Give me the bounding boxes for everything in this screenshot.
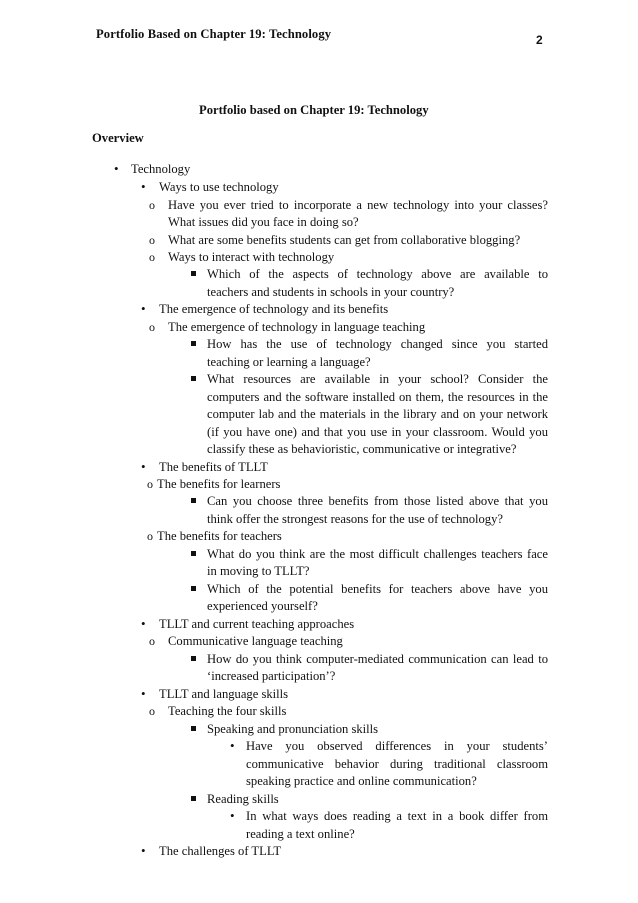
list-item-emergence-lt: The emergence of technology in language teaching [168, 320, 426, 334]
question-cmc: How do you think computer-mediated communication can lead to [207, 652, 548, 666]
list-item-interact: Ways to interact with technology [168, 250, 335, 264]
circle-marker: o [149, 320, 155, 334]
list-item-benefits-teachers: The benefits for teachers [157, 529, 282, 543]
question-three-cont: think offer the strongest reasons for the use of technology? [207, 512, 503, 526]
bullet-marker: • [141, 616, 146, 631]
question-observed: Have you observed differences in your students’ [246, 739, 548, 753]
question-changed-cont: teaching or learning a language? [207, 355, 371, 369]
bullet-marker: • [141, 686, 146, 701]
square-marker [191, 341, 196, 346]
bullet-marker: • [141, 301, 146, 316]
question-resources-5: classify these as behavioristic, communicative or integrative? [207, 442, 517, 456]
question-tried: Have you ever tried to incorporate a new technology into your classes? [168, 198, 548, 212]
list-item-tllt-skills: TLLT and language skills [159, 687, 289, 701]
question-tried-cont: What issues did you face in doing so? [168, 215, 359, 229]
square-marker [191, 376, 196, 381]
list-item-emergence: The emergence of technology and its benefits [159, 302, 389, 316]
circle-marker: o [149, 233, 155, 247]
question-resources-4: (if you have one) and that you use in your classroom. Would you [207, 425, 548, 439]
circle-marker: o [149, 198, 155, 212]
square-marker [191, 586, 196, 591]
question-potential-cont: experienced yourself? [207, 599, 318, 613]
list-item-ways: Ways to use technology [159, 180, 279, 194]
square-marker [191, 726, 196, 731]
bullet-marker: • [141, 179, 146, 194]
list-item-challenges: The challenges of TLLT [159, 844, 282, 858]
circle-marker: o [149, 250, 155, 264]
question-reading: In what ways does reading a text in a book differ from [246, 809, 548, 823]
question-aspects-cont: teachers and students in schools in your country? [207, 285, 455, 299]
page-number: 2 [536, 33, 543, 47]
list-item-technology: Technology [131, 162, 191, 176]
circle-marker: o [147, 477, 153, 491]
list-item-reading: Reading skills [207, 792, 279, 806]
section-heading: Overview [92, 131, 144, 145]
question-reading-cont: reading a text online? [246, 827, 355, 841]
bullet-marker: • [141, 459, 146, 474]
circle-marker: o [149, 704, 155, 718]
square-marker [191, 498, 196, 503]
question-resources: What resources are available in your school? Consider the [207, 372, 548, 386]
list-item-tllt-current: TLLT and current teaching approaches [159, 617, 355, 631]
list-item-benefits-learners: The benefits for learners [157, 477, 281, 491]
question-resources-2: computers and the software installed on them, the resources in the [207, 390, 548, 404]
list-item-communicative: Communicative language teaching [168, 634, 343, 648]
question-benefits: What are some benefits students can get from collaborative blogging? [168, 233, 521, 247]
question-observed-3: speaking practice and online communication? [246, 774, 477, 788]
bullet-marker: • [114, 161, 119, 176]
bullet-marker: • [230, 808, 235, 823]
document-title: Portfolio based on Chapter 19: Technology [199, 103, 429, 117]
question-resources-3: computer lab and the materials in the library and on your network [207, 407, 548, 421]
square-marker [191, 796, 196, 801]
list-item-four-skills: Teaching the four skills [168, 704, 287, 718]
question-difficult: What do you think are the most difficult challenges teachers face [207, 547, 548, 561]
question-observed-2: communicative behavior during traditional classroom [246, 757, 548, 771]
circle-marker: o [149, 634, 155, 648]
question-three: Can you choose three benefits from those listed above that you [207, 494, 548, 508]
square-marker [191, 656, 196, 661]
question-cmc-cont: ‘increased participation’? [207, 669, 336, 683]
square-marker [191, 551, 196, 556]
bullet-marker: • [141, 843, 146, 858]
square-marker [191, 271, 196, 276]
circle-marker: o [147, 529, 153, 543]
question-difficult-cont: in moving to TLLT? [207, 564, 310, 578]
list-item-benefits-tllt: The benefits of TLLT [159, 460, 268, 474]
question-aspects: Which of the aspects of technology above are available to [207, 267, 548, 281]
question-changed: How has the use of technology changed since you started [207, 337, 548, 351]
running-header: Portfolio Based on Chapter 19: Technology [96, 27, 332, 41]
question-potential: Which of the potential benefits for teachers above have you [207, 582, 548, 596]
list-item-speaking: Speaking and pronunciation skills [207, 722, 379, 736]
bullet-marker: • [230, 738, 235, 753]
